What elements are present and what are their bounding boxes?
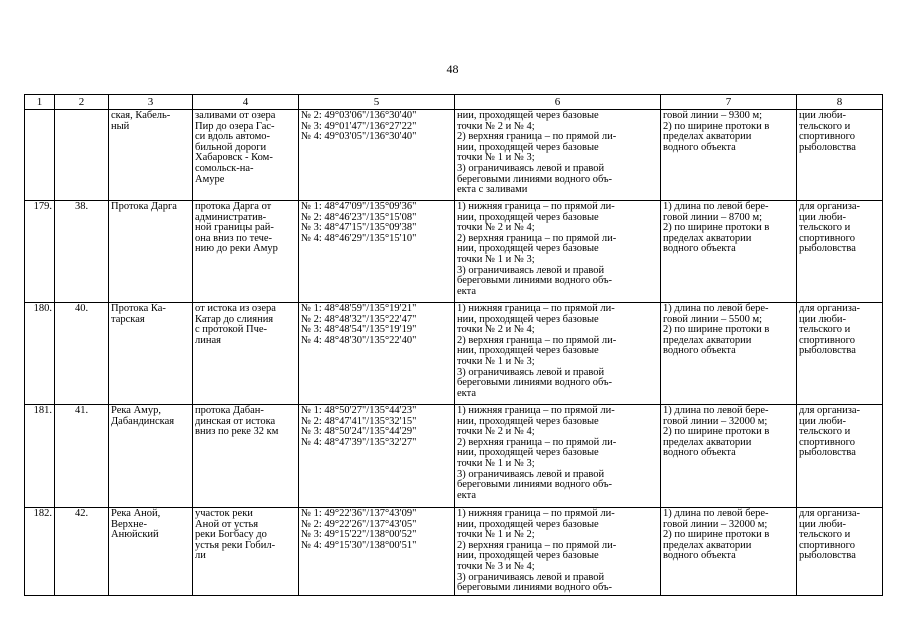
- size-cell: 1) длина по левой бере- говой линии – 32000 м; 2) по ширине протоки в пределах акватории водного объекта: [661, 508, 797, 596]
- row-number-cell: 179.: [25, 201, 55, 303]
- water-body-cell: Река Аной, Верхне- Анюйский: [109, 508, 193, 596]
- borders-description-cell: 1) нижняя граница – по прямой ли- нии, проходящей через базовые точки № 2 и № 4; 2) верхняя граница – по прямой ли- нии, проходящей через базовые точки № 1 и № 3; 3) ограничиваясь левой и правой береговыми линиями водного объ- екта: [455, 405, 661, 508]
- page-number: 48: [446, 62, 459, 76]
- coordinates-cell: № 2: 49°03'06"/136°30'40" № 3: 49°01'47"/136°27'22" № 4: 49°03'05"/136°30'40": [299, 110, 455, 201]
- table-row: [25, 508, 883, 596]
- header-cell: 2: [55, 95, 109, 110]
- table-row: [25, 201, 883, 303]
- row-number-cell: 182.: [25, 508, 55, 596]
- borders-description-cell: 1) нижняя граница – по прямой ли- нии, проходящей через базовые точки № 2 и № 4; 2) верхняя граница – по прямой ли- нии, проходящей через базовые точки № 1 и № 3; 3) ограничиваясь левой и правой береговыми линиями водного объ- екта: [455, 303, 661, 405]
- table-row: [25, 110, 883, 201]
- table-row: [25, 303, 883, 405]
- row-number-cell: 181.: [25, 405, 55, 508]
- boundaries-cell: протока Дарга от административ- ной границы рай- она вниз по тече- нию до реки Амур: [193, 201, 299, 303]
- water-body-cell: Протока Ка- тарская: [109, 303, 193, 405]
- header-cell: 4: [193, 95, 299, 110]
- table-row: [25, 405, 883, 508]
- coordinates-cell: № 1: 48°47'09"/135°09'36" № 2: 48°46'23"/135°15'08" № 3: 48°47'15"/135°09'38" № 4: 48°46'29"/135°15'10": [299, 201, 455, 303]
- header-cell: 7: [661, 95, 797, 110]
- coordinates-cell: № 1: 48°48'59"/135°19'21" № 2: 48°48'32"/135°22'47" № 3: 48°48'54"/135°19'19" № 4: 48°48'30"/135°22'40": [299, 303, 455, 405]
- borders-description-cell: 1) нижняя граница – по прямой ли- нии, проходящей через базовые точки № 2 и № 4; 2) верхняя граница – по прямой ли- нии, проходящей через базовые точки № 1 и № 3; 3) ограничиваясь левой и правой береговыми линиями водного объ- екта: [455, 201, 661, 303]
- boundaries-cell: от истока из озера Катар до слияния с протокой Пче- линая: [193, 303, 299, 405]
- water-body-cell: ская, Кабель- ный: [109, 110, 193, 201]
- section-number-cell: 38.: [55, 201, 109, 303]
- purpose-cell: для организа- ции люби- тельского и спортивного рыболовства: [797, 303, 883, 405]
- row-number-cell: [25, 110, 55, 201]
- section-number-cell: 40.: [55, 303, 109, 405]
- header-row: [25, 95, 883, 110]
- coordinates-cell: № 1: 49°22'36"/137°43'09" № 2: 49°22'26"/137°43'05" № 3: 49°15'22"/138°00'52" № 4: 49°15'30"/138°00'51": [299, 508, 455, 596]
- header-cell: 6: [455, 95, 661, 110]
- purpose-cell: для организа- ции люби- тельского и спортивного рыболовства: [797, 201, 883, 303]
- water-body-cell: Река Амур, Дабандинская: [109, 405, 193, 508]
- header-cell: 1: [25, 95, 55, 110]
- header-cell: 8: [797, 95, 883, 110]
- purpose-cell: для организа- ции люби- тельского и спортивного рыболовства: [797, 508, 883, 596]
- boundaries-cell: заливами от озера Пир до озера Гас- си вдоль автомо- бильной дороги Хабаровск - Ком- сомольск-на- Амуре: [193, 110, 299, 201]
- header-cell: 3: [109, 95, 193, 110]
- size-cell: 1) длина по левой бере- говой линии – 32000 м; 2) по ширине протоки в пределах акватории водного объекта: [661, 405, 797, 508]
- size-cell: 1) длина по левой бере- говой линии – 5500 м; 2) по ширине протоки в пределах акватории водного объекта: [661, 303, 797, 405]
- fishing-areas-table: [24, 94, 883, 596]
- borders-description-cell: нии, проходящей через базовые точки № 2 и № 4; 2) верхняя граница – по прямой ли- нии, проходящей через базовые точки № 1 и № 3; 3) ограничиваясь левой и правой береговыми линиями водного объ- екта с заливами: [455, 110, 661, 201]
- row-number-cell: 180.: [25, 303, 55, 405]
- size-cell: говой линии – 9300 м; 2) по ширине протоки в пределах акватории водного объекта: [661, 110, 797, 201]
- section-number-cell: 41.: [55, 405, 109, 508]
- size-cell: 1) длина по левой бере- говой линии – 8700 м; 2) по ширине протоки в пределах акватории водного объекта: [661, 201, 797, 303]
- purpose-cell: ции люби- тельского и спортивного рыболовства: [797, 110, 883, 201]
- purpose-cell: для организа- ции люби- тельского и спортивного рыболовства: [797, 405, 883, 508]
- section-number-cell: [55, 110, 109, 201]
- section-number-cell: 42.: [55, 508, 109, 596]
- water-body-cell: Протока Дарга: [109, 201, 193, 303]
- header-cell: 5: [299, 95, 455, 110]
- boundaries-cell: протока Дабан- динская от истока вниз по реке 32 км: [193, 405, 299, 508]
- coordinates-cell: № 1: 48°50'27"/135°44'23" № 2: 48°47'41"/135°32'15" № 3: 48°50'24"/135°44'29" № 4: 48°47'39"/135°32'27": [299, 405, 455, 508]
- borders-description-cell: 1) нижняя граница – по прямой ли- нии, проходящей через базовые точки № 1 и № 2; 2) верхняя граница – по прямой ли- нии, проходящей через базовые точки № 3 и № 4; 3) ограничиваясь левой и правой береговыми линиями водного объ-: [455, 508, 661, 596]
- boundaries-cell: участок реки Аной от устья реки Богбасу до устья реки Гобил- ли: [193, 508, 299, 596]
